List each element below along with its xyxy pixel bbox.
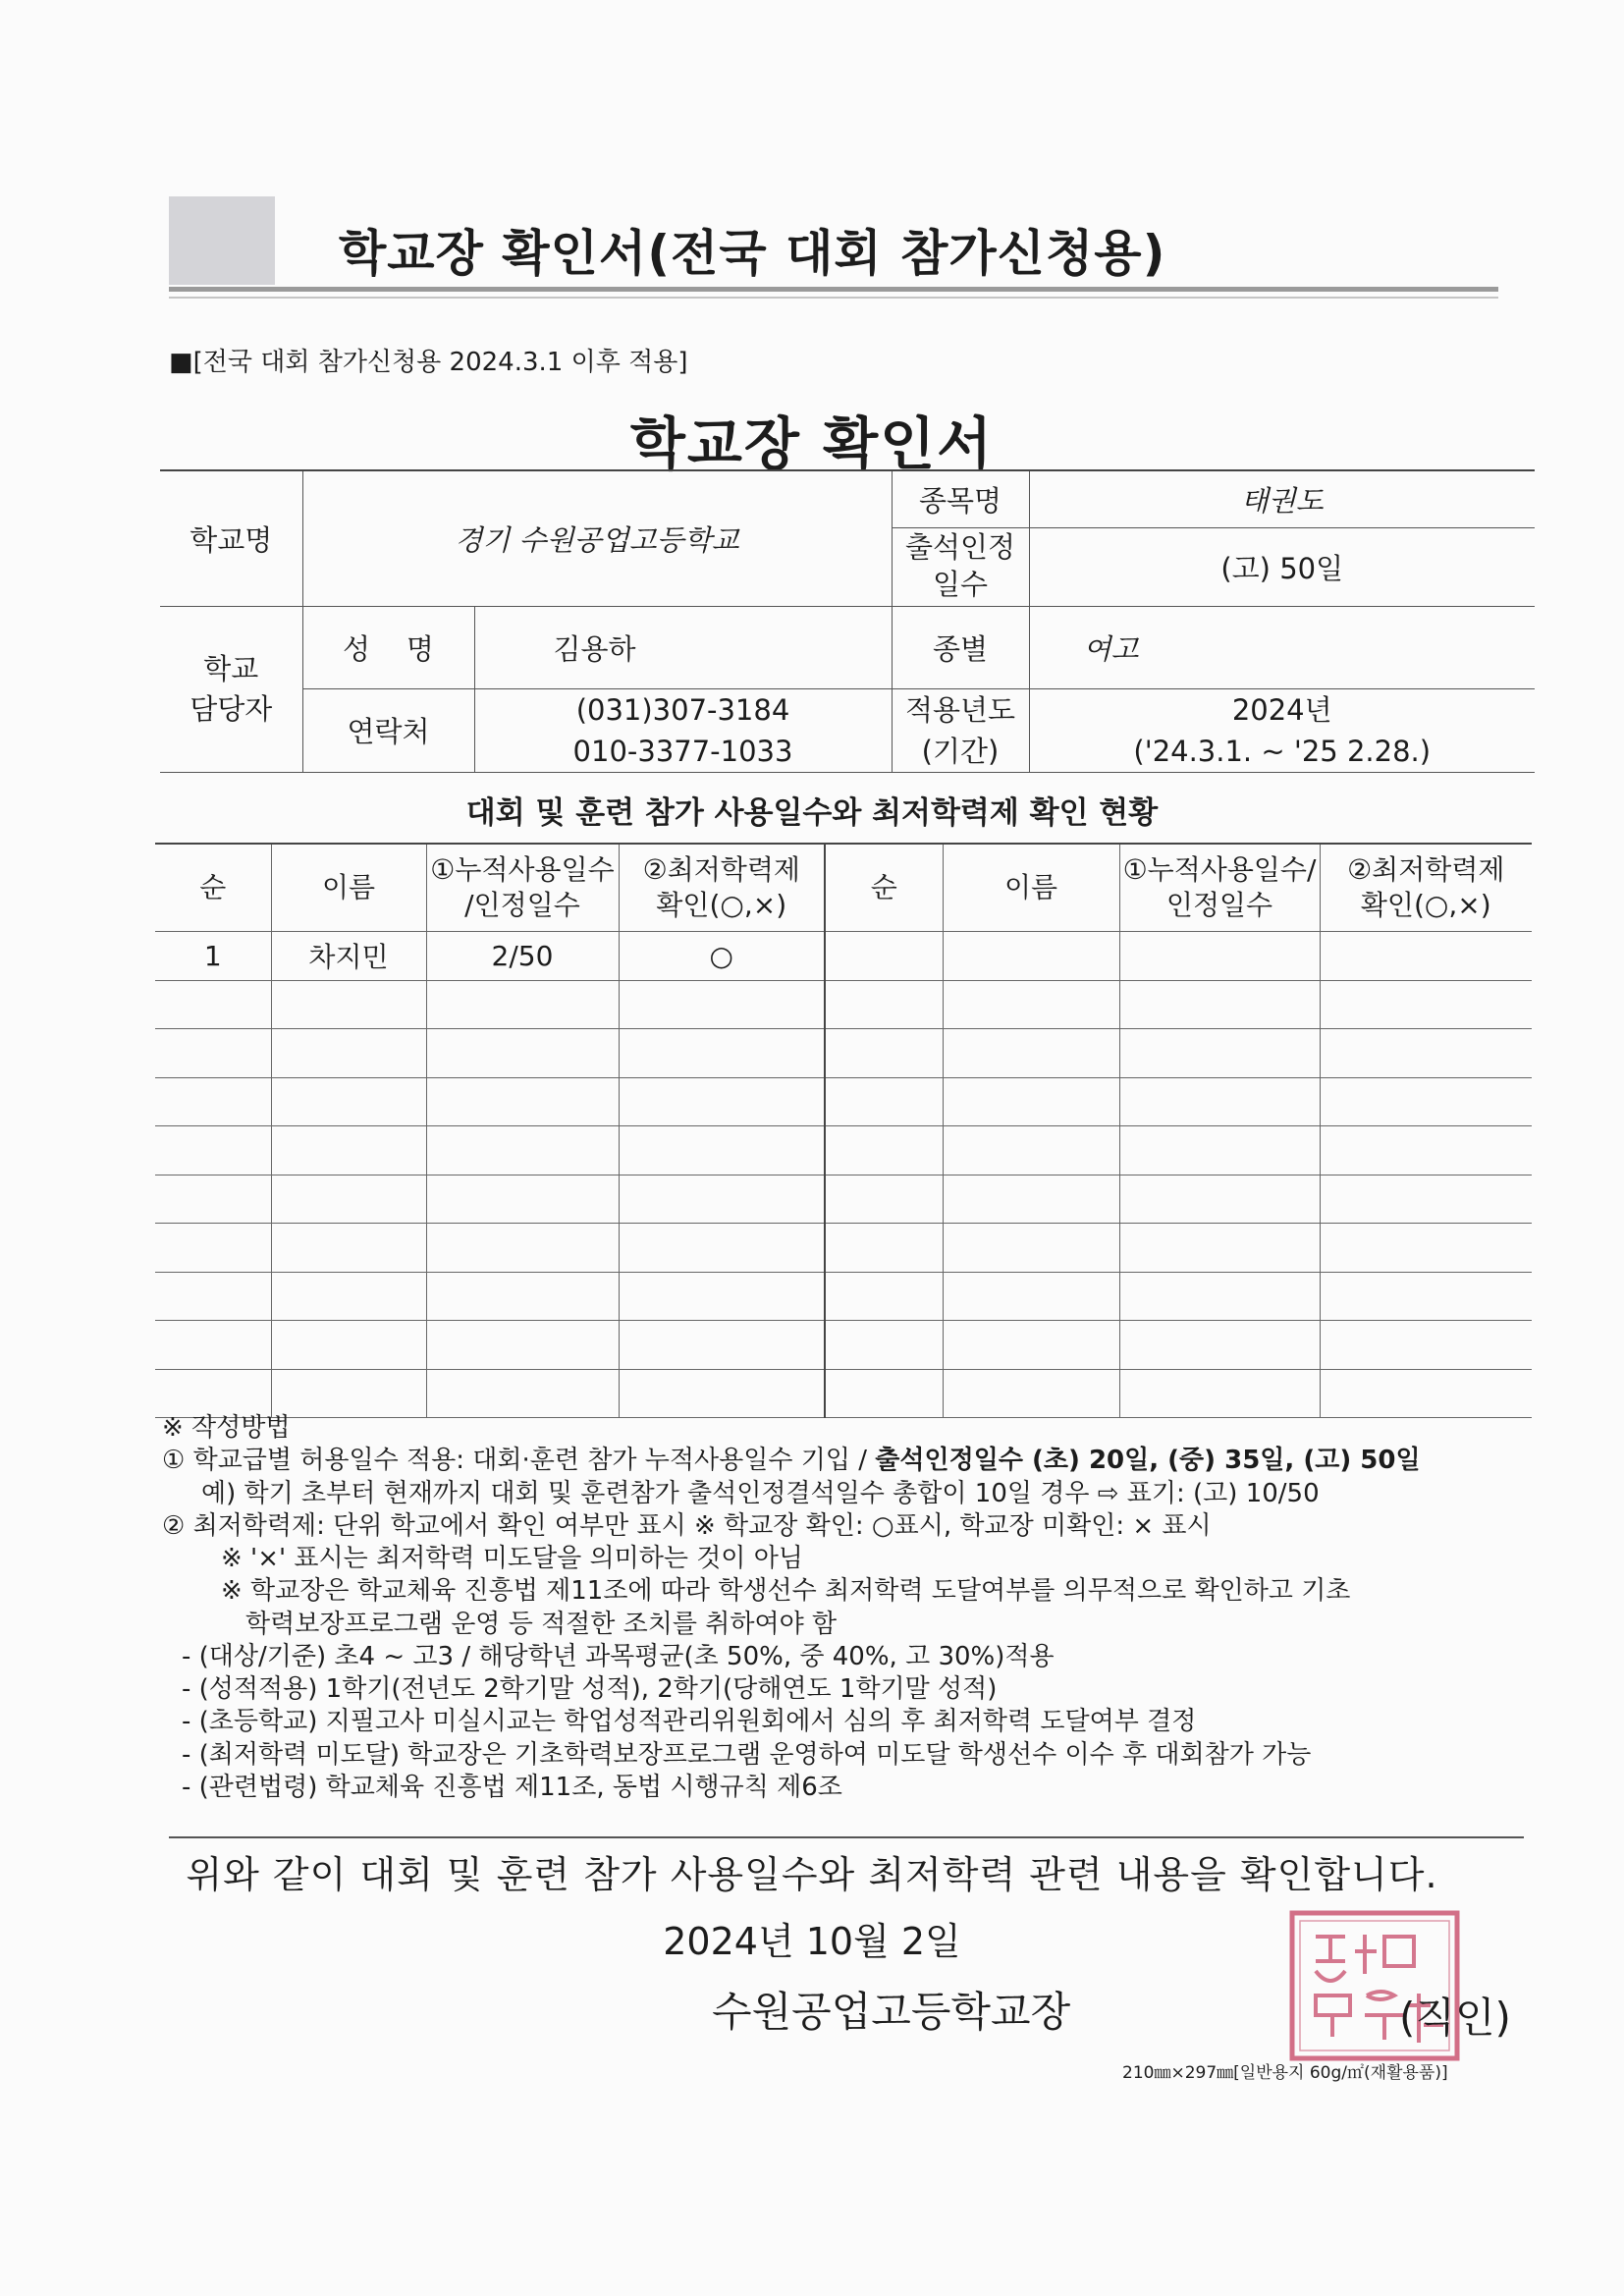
guide-item-1-example: 예) 학기 초부터 현재까지 대회 및 훈련참가 출석인정결석일수 총합이 10일 경우 ⇨ 표기: (고) 10/50 bbox=[201, 1478, 1320, 1508]
status-cell bbox=[825, 980, 943, 1029]
status-cell bbox=[155, 980, 271, 1029]
status-cell bbox=[943, 1029, 1119, 1078]
status-cell bbox=[271, 1126, 426, 1175]
status-cell bbox=[619, 1369, 825, 1418]
status-cell bbox=[1320, 980, 1532, 1029]
status-cell bbox=[271, 1272, 426, 1321]
guide-bullet: - (대상/기준) 초4 ~ 고3 / 해당학년 과목평균(초 50%, 중 40%, 고 30%)적용 bbox=[182, 1641, 1055, 1671]
sport-label: 종목명 bbox=[892, 470, 1029, 527]
col-header-no-2: 순 bbox=[825, 844, 943, 932]
header-rule-thin bbox=[169, 297, 1498, 299]
status-cell bbox=[619, 1077, 825, 1126]
status-cell bbox=[825, 1175, 943, 1224]
status-cell bbox=[943, 1369, 1119, 1418]
guide-bottom-rule bbox=[169, 1836, 1524, 1838]
section-title: 대회 및 훈련 참가 사용일수와 최저학력제 확인 현황 bbox=[465, 795, 1159, 831]
name-value: 김용하 bbox=[474, 606, 892, 688]
guide-title: ※ 작성방법 bbox=[162, 1413, 291, 1443]
status-cell: 1 bbox=[155, 932, 271, 981]
status-table bbox=[155, 843, 1532, 1418]
status-cell bbox=[271, 980, 426, 1029]
status-cell bbox=[619, 1272, 825, 1321]
category-label: 종별 bbox=[892, 606, 1029, 688]
header-shade-box bbox=[169, 196, 275, 285]
status-cell bbox=[943, 932, 1119, 981]
status-cell bbox=[426, 1029, 619, 1078]
status-cell bbox=[943, 1126, 1119, 1175]
status-cell bbox=[943, 1224, 1119, 1273]
status-row bbox=[155, 932, 1532, 981]
year-label: 적용년도 (기간) bbox=[892, 688, 1029, 772]
status-row bbox=[155, 1029, 1532, 1078]
status-cell bbox=[426, 1224, 619, 1273]
attendance-label: 출석인정 일수 bbox=[892, 527, 1029, 606]
status-cell bbox=[1320, 1369, 1532, 1418]
guide-item-2: ② 최저학력제: 단위 학교에서 확인 여부만 표시 ※ 학교장 확인: ○표시, 학교장 미확인: × 표시 bbox=[162, 1510, 1212, 1541]
category-value: 여고 bbox=[1029, 606, 1535, 688]
name-label: 성 명 bbox=[302, 606, 474, 688]
status-cell bbox=[271, 1369, 426, 1418]
status-cell bbox=[271, 1224, 426, 1273]
guide-bullet: - (최저학력 미도달) 학교장은 기초학력보장프로그램 운영하여 미도달 학생선수 이수 후 대회참가 가능 bbox=[182, 1739, 1312, 1770]
status-cell bbox=[619, 1029, 825, 1078]
status-cell bbox=[155, 1272, 271, 1321]
status-cell bbox=[1320, 1029, 1532, 1078]
status-cell bbox=[155, 1175, 271, 1224]
confirmation-statement: 위와 같이 대회 및 훈련 참가 사용일수와 최저학력 관련 내용을 확인합니다. bbox=[186, 1853, 1438, 1896]
status-cell bbox=[825, 1077, 943, 1126]
status-cell bbox=[1320, 932, 1532, 981]
status-cell bbox=[155, 1077, 271, 1126]
paper-spec: 210㎜×297㎜[일반용지 60g/㎡(재활용품)] bbox=[1122, 2063, 1448, 2083]
status-row bbox=[155, 1175, 1532, 1224]
status-cell bbox=[825, 1029, 943, 1078]
school-label: 학교명 bbox=[160, 470, 302, 606]
status-cell bbox=[619, 1175, 825, 1224]
status-cell bbox=[271, 1029, 426, 1078]
attendance-value: (고) 50일 bbox=[1029, 527, 1535, 606]
contact-label: 연락처 bbox=[302, 688, 474, 772]
status-cell bbox=[271, 1321, 426, 1370]
status-cell bbox=[1119, 1126, 1320, 1175]
manager-label: 학교 담당자 bbox=[160, 606, 302, 772]
status-cell bbox=[1119, 1369, 1320, 1418]
school-value: 경기 수원공업고등학교 bbox=[302, 470, 892, 606]
guide-bullet: - (관련법령) 학교체육 진흥법 제11조, 동법 시행규칙 제6조 bbox=[182, 1772, 842, 1802]
status-cell bbox=[1320, 1077, 1532, 1126]
status-cell bbox=[825, 1321, 943, 1370]
status-cell bbox=[825, 1272, 943, 1321]
status-row bbox=[155, 1224, 1532, 1273]
status-cell bbox=[619, 1224, 825, 1273]
status-cell bbox=[155, 1369, 271, 1418]
status-cell bbox=[1320, 1126, 1532, 1175]
status-cell bbox=[1320, 1224, 1532, 1273]
status-cell bbox=[825, 1369, 943, 1418]
status-cell: ○ bbox=[619, 932, 825, 981]
guide-note-1: ※ '×' 표시는 최저학력 미도달을 의미하는 것이 아님 bbox=[221, 1544, 803, 1574]
guide-item-1: ① 학교급별 허용일수 적용: 대회·훈련 참가 누적사용일수 기입 / 출석인정일수 (초) 20일, (중) 35일, (고) 50일 bbox=[162, 1446, 1421, 1476]
status-row bbox=[155, 1369, 1532, 1418]
col-header-days-2: ①누적사용일수/ 인정일수 bbox=[1119, 844, 1320, 932]
applicability-note: ■[전국 대회 참가신청용 2024.3.1 이후 적용] bbox=[169, 348, 688, 377]
status-cell bbox=[825, 932, 943, 981]
status-cell bbox=[155, 1126, 271, 1175]
status-cell bbox=[943, 980, 1119, 1029]
guide-note-2: ※ 학교장은 학교체육 진흥법 제11조에 따라 학생선수 최저학력 도달여부를 의무적으로 확인하고 기초 bbox=[221, 1576, 1351, 1607]
col-header-days: ①누적사용일수 /인정일수 bbox=[426, 844, 619, 932]
status-cell bbox=[1320, 1321, 1532, 1370]
writing-guide bbox=[162, 1412, 1537, 1804]
status-cell bbox=[1119, 1272, 1320, 1321]
status-cell bbox=[943, 1175, 1119, 1224]
status-cell bbox=[1119, 1224, 1320, 1273]
year-value: 2024년 bbox=[1231, 692, 1332, 727]
status-cell bbox=[943, 1077, 1119, 1126]
status-cell bbox=[1320, 1175, 1532, 1224]
status-cell bbox=[155, 1321, 271, 1370]
col-header-academic-2: ②최저학력제 확인(○,×) bbox=[1320, 844, 1532, 932]
status-row bbox=[155, 1126, 1532, 1175]
status-cell bbox=[155, 1224, 271, 1273]
col-header-no: 순 bbox=[155, 844, 271, 932]
status-cell bbox=[1119, 932, 1320, 981]
status-row bbox=[155, 1077, 1532, 1126]
status-cell bbox=[426, 1369, 619, 1418]
status-cell bbox=[426, 1272, 619, 1321]
status-cell bbox=[426, 1175, 619, 1224]
header-title: 학교장 확인서(전국 대회 참가신청용) bbox=[339, 225, 1166, 282]
status-cell bbox=[619, 980, 825, 1029]
status-cell bbox=[619, 1321, 825, 1370]
status-cell bbox=[825, 1126, 943, 1175]
status-cell bbox=[155, 1029, 271, 1078]
status-cell bbox=[943, 1272, 1119, 1321]
status-row bbox=[155, 1321, 1532, 1370]
status-cell bbox=[943, 1321, 1119, 1370]
year-period: ('24.3.1. ~ '25 2.28.) bbox=[1133, 734, 1432, 768]
guide-bullet: - (초등학교) 지필고사 미실시교는 학업성적관리위원회에서 심의 후 최저학력 도달여부 결정 bbox=[182, 1707, 1197, 1737]
status-cell bbox=[1119, 980, 1320, 1029]
guide-item-1-bold: 출석인정일수 (초) 20일, (중) 35일, (고) 50일 bbox=[875, 1446, 1421, 1476]
status-cell: 2/50 bbox=[426, 932, 619, 981]
status-cell bbox=[1119, 1175, 1320, 1224]
status-row bbox=[155, 1272, 1532, 1321]
document-title: 학교장 확인서 bbox=[629, 410, 995, 477]
year-cell bbox=[1029, 688, 1535, 772]
info-table bbox=[160, 469, 1535, 773]
status-cell bbox=[426, 1321, 619, 1370]
status-cell bbox=[271, 1175, 426, 1224]
principal-title: 수원공업고등학교장 bbox=[712, 1988, 1071, 2036]
col-header-name-2: 이름 bbox=[943, 844, 1119, 932]
col-header-name: 이름 bbox=[271, 844, 426, 932]
status-cell bbox=[426, 1077, 619, 1126]
status-row bbox=[155, 980, 1532, 1029]
seal-label: (직인) bbox=[1399, 1994, 1511, 2042]
status-cell bbox=[1119, 1029, 1320, 1078]
sport-value: 태권도 bbox=[1029, 470, 1535, 527]
status-cell bbox=[1119, 1321, 1320, 1370]
header-rule bbox=[169, 287, 1498, 292]
guide-note-2-cont: 학력보장프로그램 운영 등 적절한 조치를 취하여야 함 bbox=[245, 1609, 838, 1639]
status-cell bbox=[1119, 1077, 1320, 1126]
status-cell bbox=[426, 1126, 619, 1175]
issue-date: 2024년 10월 2일 bbox=[663, 1920, 961, 1963]
status-cell: 차지민 bbox=[271, 932, 426, 981]
status-cell bbox=[271, 1077, 426, 1126]
status-cell bbox=[619, 1126, 825, 1175]
status-cell bbox=[426, 980, 619, 1029]
col-header-academic: ②최저학력제 확인(○,×) bbox=[619, 844, 825, 932]
status-cell bbox=[1320, 1272, 1532, 1321]
status-cell bbox=[825, 1224, 943, 1273]
guide-bullet: - (성적적용) 1학기(전년도 2학기말 성적), 2학기(당해연도 1학기말 성적) bbox=[182, 1674, 998, 1705]
contact-value: (031)307-3184 010-3377-1033 bbox=[474, 688, 892, 772]
